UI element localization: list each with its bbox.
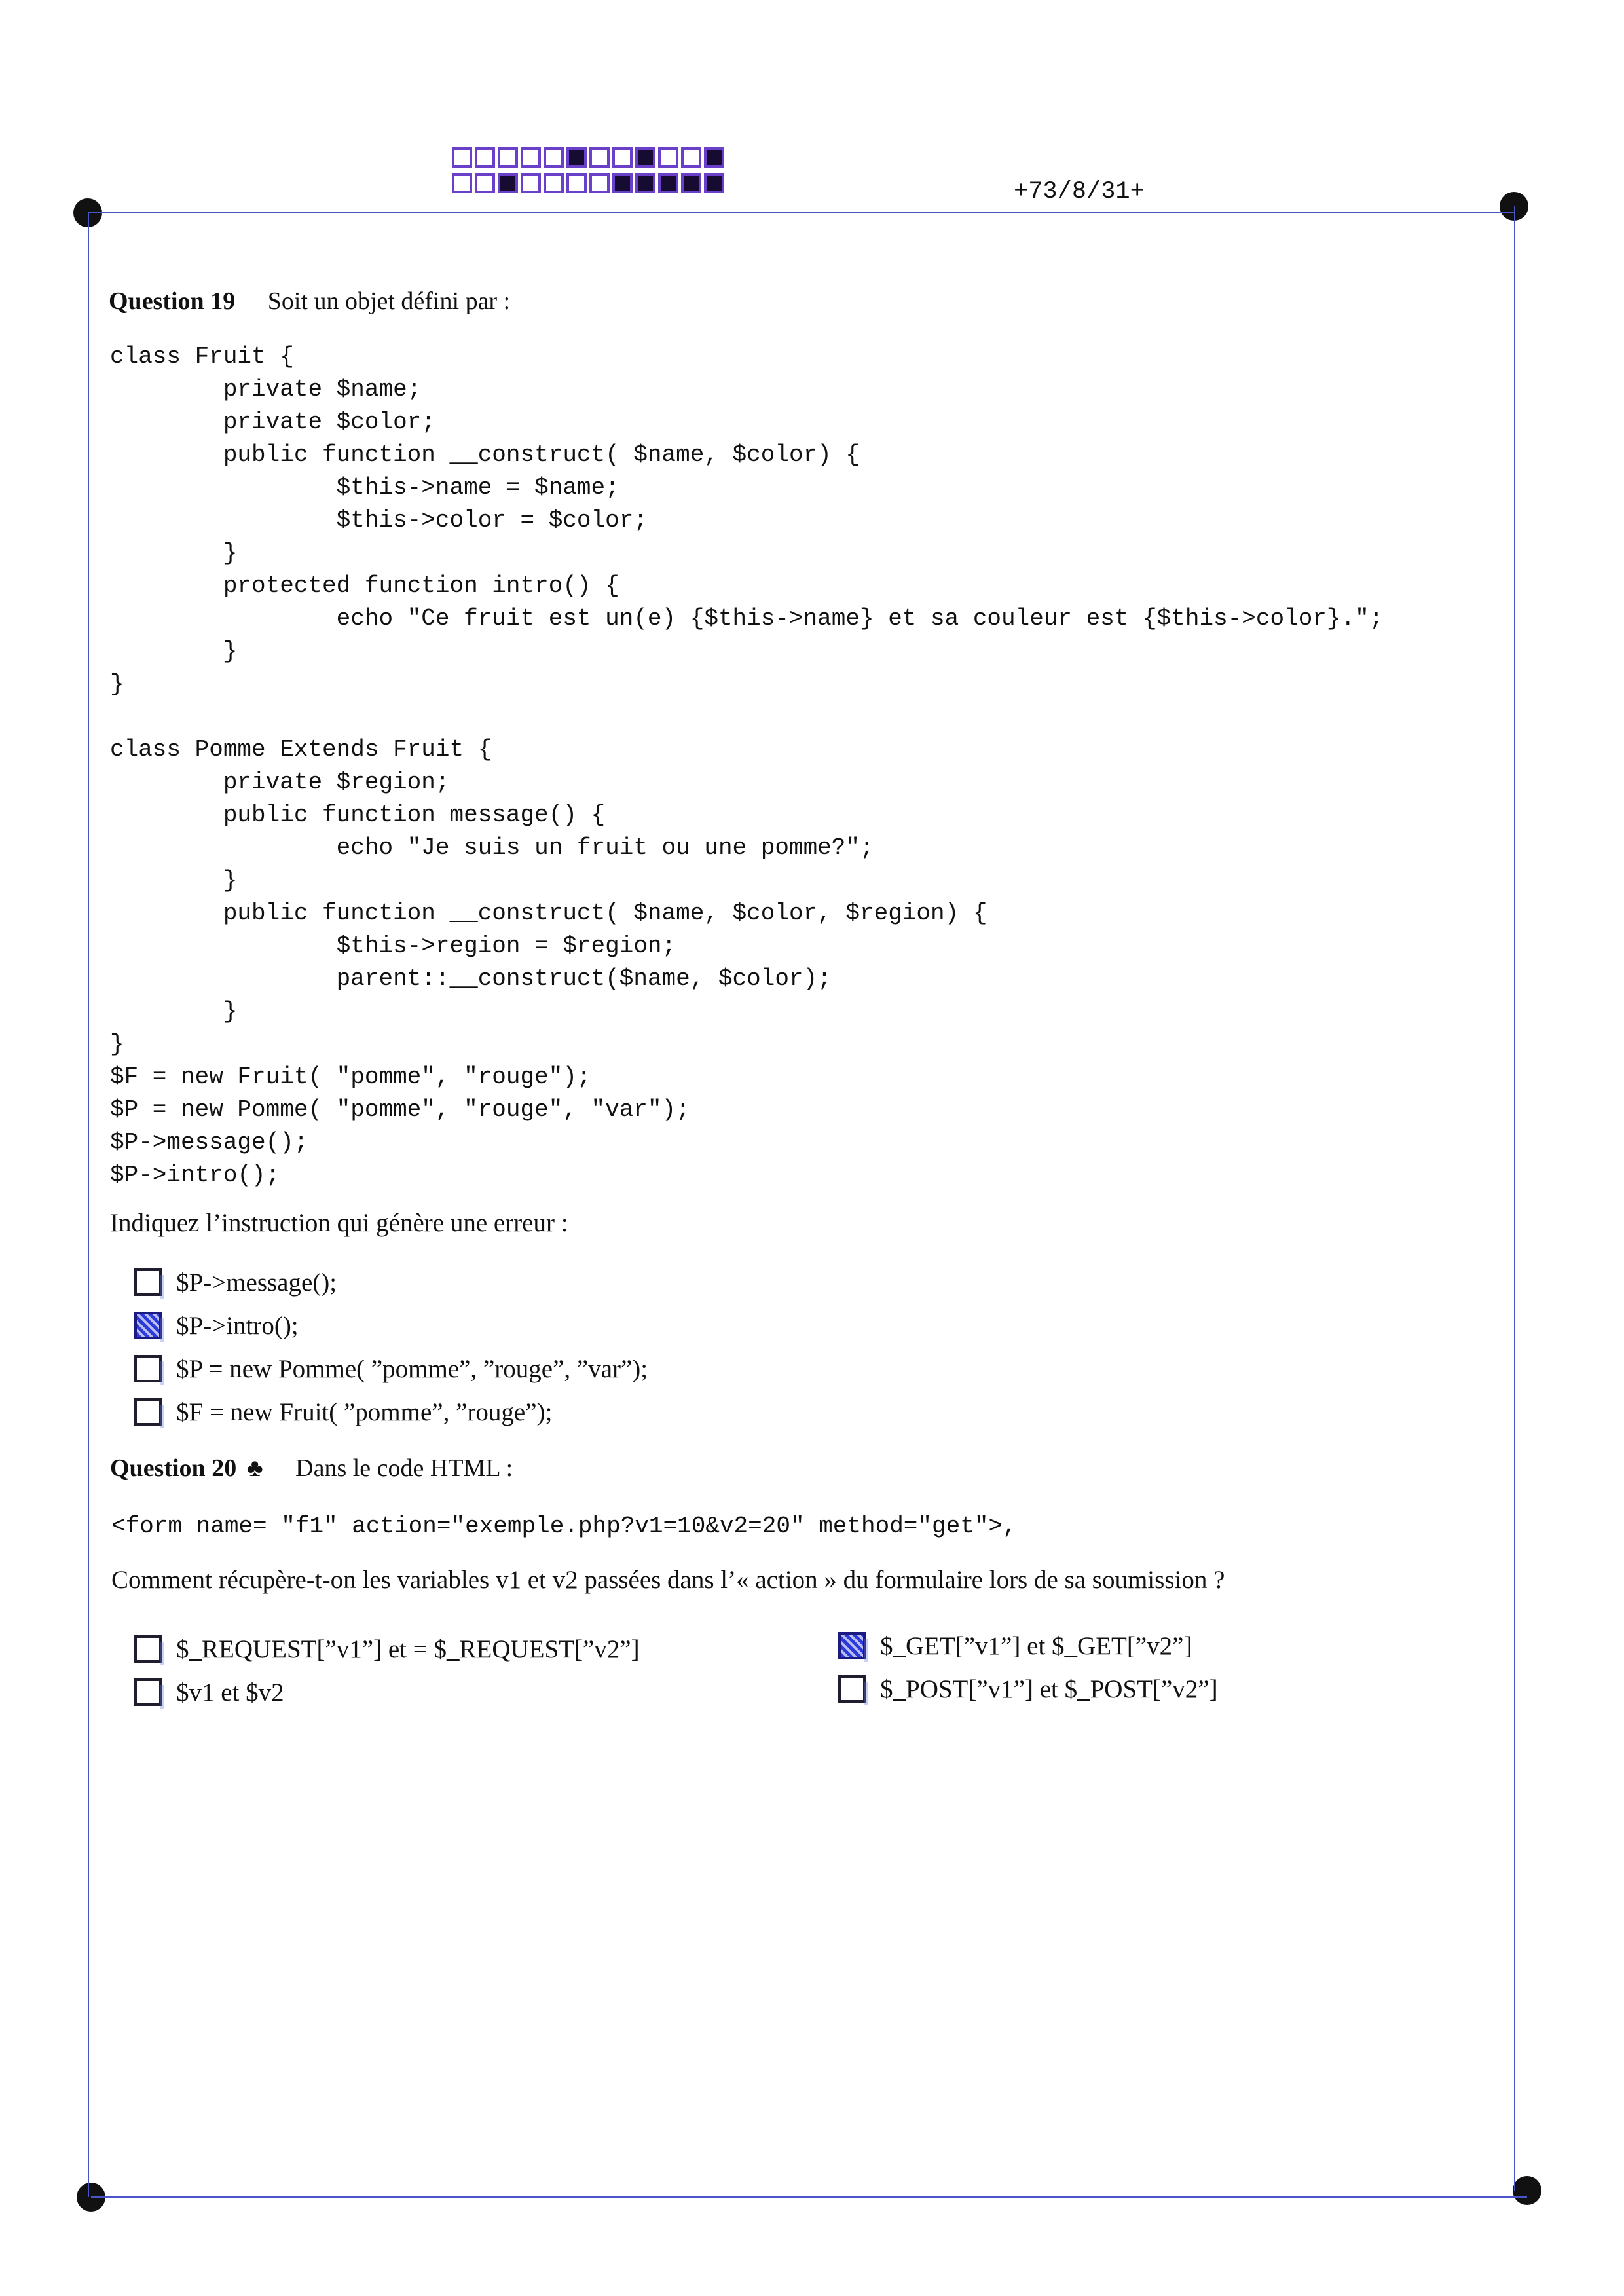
question-19-options (134, 1261, 648, 1434)
answer-checkbox[interactable] (134, 1635, 162, 1663)
id-grid-cell (704, 147, 724, 168)
id-grid-cell (681, 173, 701, 193)
answer-option[interactable] (134, 1304, 648, 1347)
question-label: Question 19 (109, 287, 236, 315)
question-20-code: <form name= "f1" action="exemple.php?v1=10&v2=20" method="get">, (111, 1513, 1017, 1540)
id-grid-cell (544, 173, 564, 193)
student-id-grid (452, 147, 724, 193)
id-grid-cell (704, 173, 724, 193)
answer-label: $_GET[”v1”] et $_GET[”v2”] (880, 1631, 1192, 1660)
answer-label: $P->message(); (176, 1268, 337, 1297)
question-20-options-left (134, 1627, 640, 1714)
answer-checkbox[interactable] (838, 1632, 866, 1659)
frame-bottom (91, 2196, 1527, 2198)
id-grid-cell (521, 173, 541, 193)
question-20-header (110, 1454, 513, 1483)
id-grid-cell (589, 147, 610, 168)
id-grid-cell (475, 147, 495, 168)
id-grid-cell (658, 147, 678, 168)
frame-right (1514, 206, 1515, 2191)
answer-option[interactable] (134, 1627, 640, 1671)
answer-label: $_POST[”v1”] et $_POST[”v2”] (880, 1675, 1218, 1703)
question-20-instruction: Comment récupère-t-on les variables v1 et v2 passées dans l’« action » du formulaire lors de sa soumission ? (111, 1566, 1225, 1594)
id-grid-cell (498, 173, 518, 193)
answer-option[interactable] (134, 1671, 640, 1714)
id-grid-cell (544, 147, 564, 168)
id-grid-cell (658, 173, 678, 193)
answer-label: $F = new Fruit( ”pomme”, ”rouge”); (176, 1398, 553, 1426)
frame-left (88, 213, 89, 2197)
answer-checkbox[interactable] (134, 1268, 162, 1296)
answer-checkbox[interactable] (134, 1312, 162, 1339)
corner-marker-bottom-right (1513, 2176, 1541, 2205)
answer-label: $v1 et $v2 (176, 1678, 284, 1707)
id-grid-cell (498, 147, 518, 168)
id-grid-cell (521, 147, 541, 168)
answer-checkbox[interactable] (134, 1355, 162, 1382)
answer-option[interactable] (134, 1390, 648, 1434)
question-prompt: Soit un objet défini par : (267, 287, 511, 315)
id-grid-cell (612, 173, 633, 193)
question-19-code: class Fruit { private $name; private $color; public function __construct( $name, $color) { $this->name = $name; $this->color = $color; } protected function intro() { echo "Ce fruit est un(e) {$this->name} et sa couleur est {$this->color}."; } } class Pomme Extends Fruit { private $region; public function message() { echo "Je suis un fruit ou une pomme?"; } public function __construct( $name, $color, $region) { $this->region = $region; parent::__construct($name, $color); } } $F = new Fruit( "pomme", "rouge"); $P = new Pomme( "pomme", "rouge", "var"); $P->message(); $P->intro(); (110, 343, 1384, 1189)
id-grid-cell (566, 173, 587, 193)
id-grid-row (452, 173, 724, 193)
id-grid-cell (635, 173, 655, 193)
id-grid-cell (566, 147, 587, 168)
question-prompt: Dans le code HTML : (295, 1454, 513, 1482)
answer-label: $_REQUEST[”v1”] et = $_REQUEST[”v2”] (176, 1635, 640, 1663)
id-grid-cell (452, 173, 472, 193)
answer-option[interactable] (134, 1347, 648, 1390)
id-grid-cell (475, 173, 495, 193)
id-grid-cell (452, 147, 472, 168)
question-19-instruction: Indiquez l’instruction qui génère une erreur : (110, 1209, 568, 1237)
answer-checkbox[interactable] (838, 1675, 866, 1703)
question-label: Question 20 (110, 1454, 237, 1482)
id-grid-cell (635, 147, 655, 168)
answer-checkbox[interactable] (134, 1398, 162, 1426)
club-icon: ♣ (246, 1454, 263, 1482)
answer-checkbox[interactable] (134, 1678, 162, 1706)
id-grid-row (452, 147, 724, 168)
answer-label: $P = new Pomme( ”pomme”, ”rouge”, ”var”); (176, 1354, 648, 1383)
answer-option[interactable] (838, 1624, 1218, 1667)
answer-label: $P->intro(); (176, 1311, 299, 1340)
frame-top (88, 212, 1514, 213)
page-code: +73/8/31+ (1014, 178, 1145, 206)
question-19-header (109, 287, 510, 316)
answer-option[interactable] (838, 1667, 1218, 1711)
question-20-options-right (838, 1624, 1218, 1711)
id-grid-cell (589, 173, 610, 193)
answer-option[interactable] (134, 1261, 648, 1304)
id-grid-cell (612, 147, 633, 168)
id-grid-cell (681, 147, 701, 168)
